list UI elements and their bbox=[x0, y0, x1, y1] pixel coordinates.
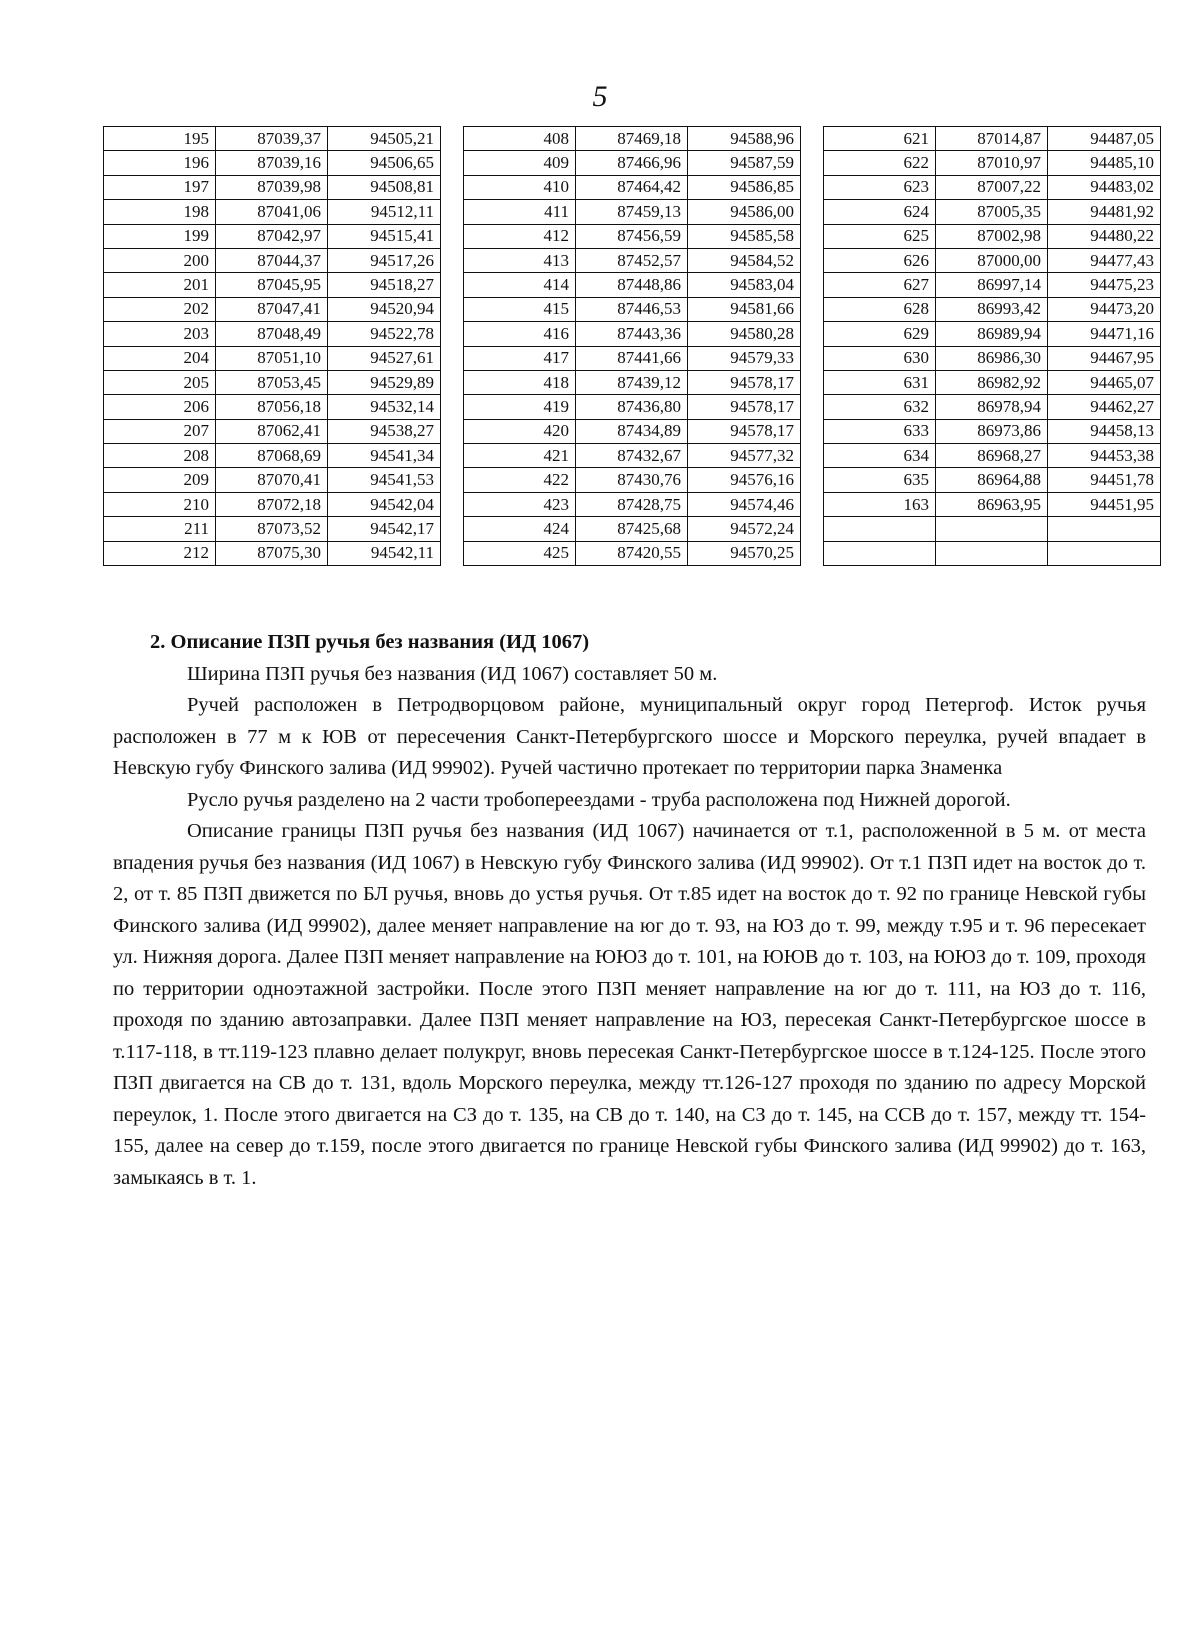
x-coordinate-cell: 87432,67 bbox=[576, 444, 688, 468]
y-coordinate-cell: 94481,92 bbox=[1048, 200, 1161, 224]
table-row bbox=[104, 395, 441, 419]
paragraph: Ширина ПЗП ручья без названия (ИД 1067) составляет 50 м. bbox=[187, 662, 718, 685]
point-number-cell: 208 bbox=[104, 444, 216, 468]
x-coordinate-cell: 87464,42 bbox=[576, 175, 688, 199]
table-row bbox=[104, 175, 441, 199]
x-coordinate-cell: 86989,94 bbox=[936, 322, 1048, 346]
y-coordinate-cell: 94580,28 bbox=[688, 322, 801, 346]
point-number-cell: 424 bbox=[464, 517, 576, 541]
y-coordinate-cell: 94578,17 bbox=[688, 419, 801, 443]
coordinates-table-3 bbox=[823, 126, 1161, 566]
x-coordinate-cell: 87039,16 bbox=[216, 151, 328, 175]
y-coordinate-cell: 94458,13 bbox=[1048, 419, 1161, 443]
table-row bbox=[104, 346, 441, 370]
point-number-cell bbox=[824, 541, 936, 565]
y-coordinate-cell: 94512,11 bbox=[328, 200, 441, 224]
y-coordinate-cell: 94538,27 bbox=[328, 419, 441, 443]
table-row bbox=[824, 517, 1161, 541]
x-coordinate-cell: 87039,37 bbox=[216, 127, 328, 151]
point-number-cell: 423 bbox=[464, 492, 576, 516]
table-row bbox=[824, 224, 1161, 248]
table-row bbox=[824, 395, 1161, 419]
y-coordinate-cell: 94541,34 bbox=[328, 444, 441, 468]
point-number-cell: 421 bbox=[464, 444, 576, 468]
x-coordinate-cell: 87456,59 bbox=[576, 224, 688, 248]
y-coordinate-cell: 94485,10 bbox=[1048, 151, 1161, 175]
point-number-cell: 197 bbox=[104, 175, 216, 199]
point-number-cell: 622 bbox=[824, 151, 936, 175]
paragraph: Русло ручья разделено на 2 части тробопереездами - труба расположена под Нижней дорогой. bbox=[187, 788, 1011, 811]
table-row bbox=[464, 248, 801, 272]
x-coordinate-cell: 87434,89 bbox=[576, 419, 688, 443]
x-coordinate-cell: 87041,06 bbox=[216, 200, 328, 224]
y-coordinate-cell: 94480,22 bbox=[1048, 224, 1161, 248]
table-row bbox=[104, 370, 441, 394]
x-coordinate-cell: 87007,22 bbox=[936, 175, 1048, 199]
table-row bbox=[104, 224, 441, 248]
x-coordinate-cell: 86993,42 bbox=[936, 297, 1048, 321]
y-coordinate-cell: 94586,00 bbox=[688, 200, 801, 224]
y-coordinate-cell: 94578,17 bbox=[688, 370, 801, 394]
x-coordinate-cell: 86986,30 bbox=[936, 346, 1048, 370]
point-number-cell: 629 bbox=[824, 322, 936, 346]
table-row bbox=[464, 127, 801, 151]
y-coordinate-cell: 94451,78 bbox=[1048, 468, 1161, 492]
y-coordinate-cell: 94522,78 bbox=[328, 322, 441, 346]
y-coordinate-cell: 94471,16 bbox=[1048, 322, 1161, 346]
paragraph: Ручей расположен в Петродворцовом районе, муниципальный округ город Петергоф. Исток ручья расположен в 77 м к ЮВ от пересечения Санкт-Петербургского шоссе и Морского переулка, ручей впадает в Невскую губу Финского залива (ИД 99902). Ручей частично протекает по территории парка Знаменка bbox=[113, 694, 1146, 779]
point-number-cell: 412 bbox=[464, 224, 576, 248]
x-coordinate-cell: 87068,69 bbox=[216, 444, 328, 468]
page-number: 5 bbox=[592, 80, 608, 113]
y-coordinate-cell: 94585,58 bbox=[688, 224, 801, 248]
y-coordinate-cell: 94506,65 bbox=[328, 151, 441, 175]
y-coordinate-cell: 94581,66 bbox=[688, 297, 801, 321]
point-number-cell: 626 bbox=[824, 248, 936, 272]
x-coordinate-cell: 86982,92 bbox=[936, 370, 1048, 394]
point-number-cell: 621 bbox=[824, 127, 936, 151]
table-row bbox=[824, 370, 1161, 394]
point-number-cell: 633 bbox=[824, 419, 936, 443]
table-row bbox=[104, 517, 441, 541]
table-row bbox=[464, 517, 801, 541]
x-coordinate-cell: 87428,75 bbox=[576, 492, 688, 516]
table-row bbox=[824, 541, 1161, 565]
table-row bbox=[824, 297, 1161, 321]
y-coordinate-cell: 94483,02 bbox=[1048, 175, 1161, 199]
x-coordinate-cell: 87075,30 bbox=[216, 541, 328, 565]
table-row bbox=[464, 346, 801, 370]
x-coordinate-cell: 87051,10 bbox=[216, 346, 328, 370]
table-row bbox=[824, 175, 1161, 199]
y-coordinate-cell: 94505,21 bbox=[328, 127, 441, 151]
table-row bbox=[464, 444, 801, 468]
table-row bbox=[104, 127, 441, 151]
point-number-cell: 623 bbox=[824, 175, 936, 199]
section-heading: 2. Описание ПЗП ручья без названия (ИД 1067) bbox=[150, 631, 590, 653]
x-coordinate-cell: 86978,94 bbox=[936, 395, 1048, 419]
table-row bbox=[464, 273, 801, 297]
y-coordinate-cell: 94517,26 bbox=[328, 248, 441, 272]
table-row bbox=[464, 541, 801, 565]
x-coordinate-cell: 87002,98 bbox=[936, 224, 1048, 248]
point-number-cell bbox=[824, 517, 936, 541]
table-row bbox=[824, 151, 1161, 175]
point-number-cell: 630 bbox=[824, 346, 936, 370]
y-coordinate-cell: 94515,41 bbox=[328, 224, 441, 248]
y-coordinate-cell: 94467,95 bbox=[1048, 346, 1161, 370]
x-coordinate-cell: 86964,88 bbox=[936, 468, 1048, 492]
point-number-cell: 625 bbox=[824, 224, 936, 248]
x-coordinate-cell: 87439,12 bbox=[576, 370, 688, 394]
point-number-cell: 163 bbox=[824, 492, 936, 516]
x-coordinate-cell: 87070,41 bbox=[216, 468, 328, 492]
x-coordinate-cell: 86997,14 bbox=[936, 273, 1048, 297]
y-coordinate-cell: 94520,94 bbox=[328, 297, 441, 321]
point-number-cell: 415 bbox=[464, 297, 576, 321]
point-number-cell: 635 bbox=[824, 468, 936, 492]
x-coordinate-cell: 87073,52 bbox=[216, 517, 328, 541]
x-coordinate-cell: 87048,49 bbox=[216, 322, 328, 346]
paragraph: Описание границы ПЗП ручья без названия (ИД 1067) начинается от т.1, расположенной в 5 м. от места впадения ручья без названия (ИД 1067) в Невскую губу Финского залива (ИД 99902). От т.1 ПЗП идет на восток до т. 2, от т. 85 ПЗП движется по БЛ ручья, вновь до устья ручья. От т.85 идет на восток до т. 92 по границе Невской губы Финского залива (ИД 99902), далее меняет направление на юг до т. 93, на ЮЗ до т. 99, между т.95 и т. 96 пересекает ул. Нижняя дорога. Далее ПЗП меняет направление на ЮЮЗ до т. 101, на ЮЮВ до т. 103, на ЮЮЗ до т. 109, проходя по территории одноэтажной застройки. После этого ПЗП меняет направление на юг до т. 111, на ЮЗ до т. 116, проходя по зданию автозаправки. Далее ПЗП меняет направление на ЮЗ, пересекая Санкт-Петербургское шоссе в т.117-118, в тт.119-123 плавно делает полукруг, вновь пересекая Санкт-Петербургское шоссе в т.124-125. После этого ПЗП двигается на СВ до т. 131, вдоль Морского переулка, между тт.126-127 проходя по зданию по адресу Морской переулок, 1. После этого двигается на СЗ до т. 135, на СВ до т. 140, на СЗ до т. 145, на ССВ до т. 157, между тт. 154-155, далее на север до т.159, после этого двигается по границе Невской губы Финского залива (ИД 99902) до т. 163, замыкаясь в т. 1. bbox=[113, 820, 1146, 1189]
x-coordinate-cell: 87042,97 bbox=[216, 224, 328, 248]
table-row bbox=[464, 395, 801, 419]
point-number-cell: 425 bbox=[464, 541, 576, 565]
x-coordinate-cell: 87420,55 bbox=[576, 541, 688, 565]
x-coordinate-cell: 86963,95 bbox=[936, 492, 1048, 516]
point-number-cell: 202 bbox=[104, 297, 216, 321]
y-coordinate-cell: 94542,11 bbox=[328, 541, 441, 565]
y-coordinate-cell: 94572,24 bbox=[688, 517, 801, 541]
x-coordinate-cell: 87425,68 bbox=[576, 517, 688, 541]
table-row bbox=[464, 175, 801, 199]
y-coordinate-cell: 94465,07 bbox=[1048, 370, 1161, 394]
point-number-cell: 206 bbox=[104, 395, 216, 419]
x-coordinate-cell: 87072,18 bbox=[216, 492, 328, 516]
y-coordinate-cell: 94518,27 bbox=[328, 273, 441, 297]
y-coordinate-cell: 94586,85 bbox=[688, 175, 801, 199]
point-number-cell: 200 bbox=[104, 248, 216, 272]
coordinates-table-2 bbox=[463, 126, 801, 566]
point-number-cell: 418 bbox=[464, 370, 576, 394]
x-coordinate-cell: 87044,37 bbox=[216, 248, 328, 272]
table-row bbox=[824, 248, 1161, 272]
table-row bbox=[104, 322, 441, 346]
point-number-cell: 628 bbox=[824, 297, 936, 321]
point-number-cell: 199 bbox=[104, 224, 216, 248]
point-number-cell: 207 bbox=[104, 419, 216, 443]
point-number-cell: 195 bbox=[104, 127, 216, 151]
point-number-cell: 410 bbox=[464, 175, 576, 199]
point-number-cell: 201 bbox=[104, 273, 216, 297]
point-number-cell: 204 bbox=[104, 346, 216, 370]
y-coordinate-cell: 94588,96 bbox=[688, 127, 801, 151]
x-coordinate-cell: 87062,41 bbox=[216, 419, 328, 443]
point-number-cell: 627 bbox=[824, 273, 936, 297]
point-number-cell: 631 bbox=[824, 370, 936, 394]
x-coordinate-cell: 87448,86 bbox=[576, 273, 688, 297]
x-coordinate-cell: 87000,00 bbox=[936, 248, 1048, 272]
table-row bbox=[464, 419, 801, 443]
y-coordinate-cell: 94583,04 bbox=[688, 273, 801, 297]
y-coordinate-cell: 94477,43 bbox=[1048, 248, 1161, 272]
y-coordinate-cell: 94577,32 bbox=[688, 444, 801, 468]
table-row bbox=[104, 151, 441, 175]
x-coordinate-cell: 87452,57 bbox=[576, 248, 688, 272]
y-coordinate-cell: 94570,25 bbox=[688, 541, 801, 565]
table-row bbox=[824, 273, 1161, 297]
point-number-cell: 419 bbox=[464, 395, 576, 419]
table-row bbox=[464, 322, 801, 346]
table-row bbox=[104, 492, 441, 516]
point-number-cell: 408 bbox=[464, 127, 576, 151]
point-number-cell: 212 bbox=[104, 541, 216, 565]
point-number-cell: 413 bbox=[464, 248, 576, 272]
y-coordinate-cell: 94527,61 bbox=[328, 346, 441, 370]
y-coordinate-cell: 94587,59 bbox=[688, 151, 801, 175]
y-coordinate-cell: 94574,46 bbox=[688, 492, 801, 516]
x-coordinate-cell: 87014,87 bbox=[936, 127, 1048, 151]
table-row bbox=[464, 200, 801, 224]
point-number-cell: 411 bbox=[464, 200, 576, 224]
x-coordinate-cell: 87039,98 bbox=[216, 175, 328, 199]
y-coordinate-cell: 94473,20 bbox=[1048, 297, 1161, 321]
y-coordinate-cell: 94487,05 bbox=[1048, 127, 1161, 151]
point-number-cell: 203 bbox=[104, 322, 216, 346]
table-row bbox=[824, 200, 1161, 224]
x-coordinate-cell: 87436,80 bbox=[576, 395, 688, 419]
point-number-cell: 209 bbox=[104, 468, 216, 492]
table-row bbox=[464, 468, 801, 492]
y-coordinate-cell bbox=[1048, 517, 1161, 541]
table-row bbox=[824, 444, 1161, 468]
x-coordinate-cell: 86968,27 bbox=[936, 444, 1048, 468]
table-row bbox=[464, 224, 801, 248]
point-number-cell: 420 bbox=[464, 419, 576, 443]
y-coordinate-cell: 94462,27 bbox=[1048, 395, 1161, 419]
coordinates-table-1 bbox=[103, 126, 441, 566]
table-row bbox=[824, 468, 1161, 492]
table-row bbox=[104, 541, 441, 565]
table-row bbox=[104, 297, 441, 321]
y-coordinate-cell: 94529,89 bbox=[328, 370, 441, 394]
x-coordinate-cell: 87430,76 bbox=[576, 468, 688, 492]
point-number-cell: 210 bbox=[104, 492, 216, 516]
table-row bbox=[464, 492, 801, 516]
table-row bbox=[824, 492, 1161, 516]
x-coordinate-cell bbox=[936, 517, 1048, 541]
x-coordinate-cell: 87466,96 bbox=[576, 151, 688, 175]
y-coordinate-cell: 94453,38 bbox=[1048, 444, 1161, 468]
x-coordinate-cell: 87446,53 bbox=[576, 297, 688, 321]
y-coordinate-cell: 94532,14 bbox=[328, 395, 441, 419]
y-coordinate-cell: 94541,53 bbox=[328, 468, 441, 492]
y-coordinate-cell: 94475,23 bbox=[1048, 273, 1161, 297]
point-number-cell: 198 bbox=[104, 200, 216, 224]
x-coordinate-cell: 87045,95 bbox=[216, 273, 328, 297]
x-coordinate-cell: 87010,97 bbox=[936, 151, 1048, 175]
point-number-cell: 417 bbox=[464, 346, 576, 370]
x-coordinate-cell: 87053,45 bbox=[216, 370, 328, 394]
table-row bbox=[464, 151, 801, 175]
y-coordinate-cell: 94584,52 bbox=[688, 248, 801, 272]
table-row bbox=[104, 444, 441, 468]
x-coordinate-cell: 87056,18 bbox=[216, 395, 328, 419]
x-coordinate-cell: 87443,36 bbox=[576, 322, 688, 346]
table-row bbox=[104, 248, 441, 272]
table-row bbox=[824, 127, 1161, 151]
section-description bbox=[113, 627, 1146, 1194]
point-number-cell: 624 bbox=[824, 200, 936, 224]
point-number-cell: 422 bbox=[464, 468, 576, 492]
table-row bbox=[824, 419, 1161, 443]
point-number-cell: 632 bbox=[824, 395, 936, 419]
point-number-cell: 409 bbox=[464, 151, 576, 175]
y-coordinate-cell: 94578,17 bbox=[688, 395, 801, 419]
table-row bbox=[824, 322, 1161, 346]
x-coordinate-cell bbox=[936, 541, 1048, 565]
y-coordinate-cell: 94508,81 bbox=[328, 175, 441, 199]
y-coordinate-cell: 94451,95 bbox=[1048, 492, 1161, 516]
table-row bbox=[104, 200, 441, 224]
point-number-cell: 196 bbox=[104, 151, 216, 175]
x-coordinate-cell: 87047,41 bbox=[216, 297, 328, 321]
y-coordinate-cell: 94576,16 bbox=[688, 468, 801, 492]
x-coordinate-cell: 87459,13 bbox=[576, 200, 688, 224]
x-coordinate-cell: 87469,18 bbox=[576, 127, 688, 151]
x-coordinate-cell: 86973,86 bbox=[936, 419, 1048, 443]
x-coordinate-cell: 87441,66 bbox=[576, 346, 688, 370]
point-number-cell: 634 bbox=[824, 444, 936, 468]
y-coordinate-cell: 94542,04 bbox=[328, 492, 441, 516]
table-row bbox=[464, 297, 801, 321]
table-row bbox=[104, 468, 441, 492]
point-number-cell: 416 bbox=[464, 322, 576, 346]
y-coordinate-cell bbox=[1048, 541, 1161, 565]
table-row bbox=[464, 370, 801, 394]
table-row bbox=[104, 419, 441, 443]
y-coordinate-cell: 94542,17 bbox=[328, 517, 441, 541]
y-coordinate-cell: 94579,33 bbox=[688, 346, 801, 370]
table-row bbox=[104, 273, 441, 297]
point-number-cell: 205 bbox=[104, 370, 216, 394]
x-coordinate-cell: 87005,35 bbox=[936, 200, 1048, 224]
point-number-cell: 414 bbox=[464, 273, 576, 297]
table-row bbox=[824, 346, 1161, 370]
point-number-cell: 211 bbox=[104, 517, 216, 541]
